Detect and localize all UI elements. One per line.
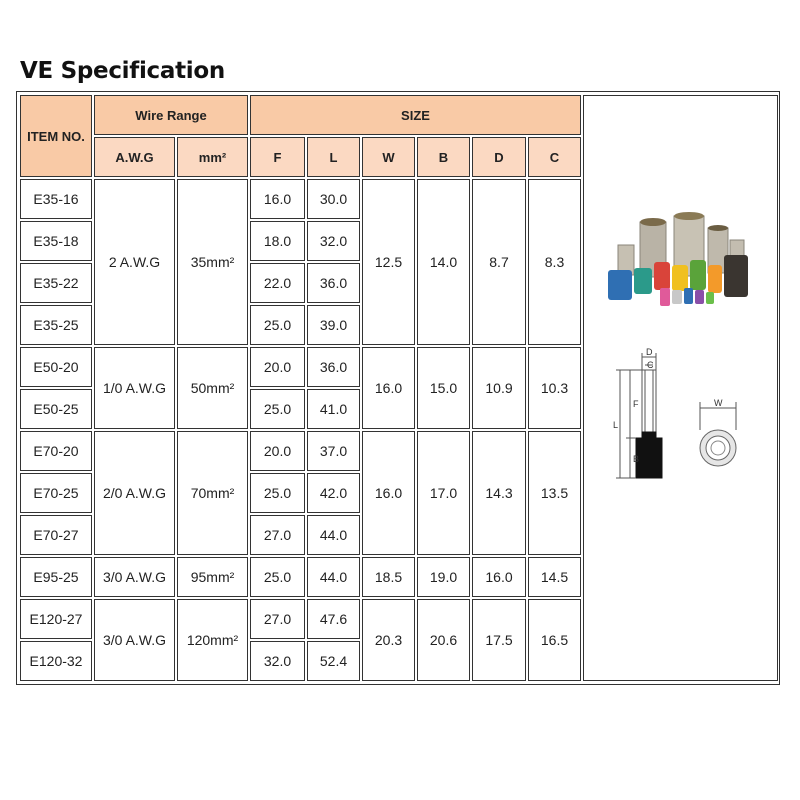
d-header: D xyxy=(472,137,526,177)
l-cell: 41.0 xyxy=(307,389,360,429)
item-no-cell: E70-25 xyxy=(20,473,92,513)
c-cell: 16.5 xyxy=(528,599,581,681)
w-header: W xyxy=(362,137,415,177)
c-cell: 8.3 xyxy=(528,179,581,345)
b-cell: 20.6 xyxy=(417,599,470,681)
l-cell: 37.0 xyxy=(307,431,360,471)
l-cell: 42.0 xyxy=(307,473,360,513)
l-cell: 44.0 xyxy=(307,515,360,555)
f-cell: 25.0 xyxy=(250,473,305,513)
item-no-cell: E50-25 xyxy=(20,389,92,429)
c-cell: 10.3 xyxy=(528,347,581,429)
f-cell: 32.0 xyxy=(250,641,305,681)
mm2-cell: 35mm² xyxy=(177,179,248,345)
item-no-cell: E70-20 xyxy=(20,431,92,471)
mm2-header: mm² xyxy=(177,137,248,177)
diagram-label-c: C xyxy=(647,360,654,370)
diagram-label-f: F xyxy=(633,399,639,409)
page-title: VE Specification xyxy=(20,58,225,84)
diagram-label-d: D xyxy=(646,347,653,357)
item-no-cell: E35-22 xyxy=(20,263,92,303)
f-cell: 25.0 xyxy=(250,305,305,345)
diagram-label-l: L xyxy=(613,420,619,430)
f-cell: 20.0 xyxy=(250,347,305,387)
item-no-cell: E120-32 xyxy=(20,641,92,681)
diagram-label-b: B xyxy=(633,454,640,464)
b-cell: 17.0 xyxy=(417,431,470,555)
c-cell: 13.5 xyxy=(528,431,581,555)
d-cell: 8.7 xyxy=(472,179,526,345)
d-cell: 14.3 xyxy=(472,431,526,555)
size-header: SIZE xyxy=(250,95,581,135)
item-no-cell: E120-27 xyxy=(20,599,92,639)
l-cell: 36.0 xyxy=(307,263,360,303)
f-cell: 27.0 xyxy=(250,599,305,639)
w-cell: 18.5 xyxy=(362,557,415,597)
mm2-cell: 120mm² xyxy=(177,599,248,681)
d-cell: 17.5 xyxy=(472,599,526,681)
d-cell: 10.9 xyxy=(472,347,526,429)
b-header: B xyxy=(417,137,470,177)
mm2-cell: 95mm² xyxy=(177,557,248,597)
b-cell: 15.0 xyxy=(417,347,470,429)
l-header: L xyxy=(307,137,360,177)
item-no-header: ITEM NO. xyxy=(20,95,92,177)
item-no-cell: E35-25 xyxy=(20,305,92,345)
item-no-cell: E95-25 xyxy=(20,557,92,597)
w-cell: 12.5 xyxy=(362,179,415,345)
f-header: F xyxy=(250,137,305,177)
l-cell: 47.6 xyxy=(307,599,360,639)
f-cell: 20.0 xyxy=(250,431,305,471)
item-no-cell: E35-18 xyxy=(20,221,92,261)
c-header: C xyxy=(528,137,581,177)
awg-header: A.W.G xyxy=(94,137,175,177)
b-cell: 19.0 xyxy=(417,557,470,597)
b-cell: 14.0 xyxy=(417,179,470,345)
awg-cell: 2 A.W.G xyxy=(94,179,175,345)
f-cell: 16.0 xyxy=(250,179,305,219)
mm2-cell: 50mm² xyxy=(177,347,248,429)
d-cell: 16.0 xyxy=(472,557,526,597)
awg-cell: 1/0 A.W.G xyxy=(94,347,175,429)
c-cell: 14.5 xyxy=(528,557,581,597)
f-cell: 27.0 xyxy=(250,515,305,555)
f-cell: 25.0 xyxy=(250,557,305,597)
item-no-cell: E35-16 xyxy=(20,179,92,219)
w-cell: 20.3 xyxy=(362,599,415,681)
item-no-cell: E50-20 xyxy=(20,347,92,387)
mm2-cell: 70mm² xyxy=(177,431,248,555)
w-cell: 16.0 xyxy=(362,431,415,555)
f-cell: 25.0 xyxy=(250,389,305,429)
l-cell: 36.0 xyxy=(307,347,360,387)
l-cell: 52.4 xyxy=(307,641,360,681)
diagram-label-w: W xyxy=(714,398,723,408)
product-illustrations xyxy=(600,210,770,510)
item-no-cell: E70-27 xyxy=(20,515,92,555)
ferrule-photo xyxy=(608,212,748,306)
f-cell: 22.0 xyxy=(250,263,305,303)
l-cell: 39.0 xyxy=(307,305,360,345)
l-cell: 32.0 xyxy=(307,221,360,261)
wire-range-header: Wire Range xyxy=(94,95,248,135)
l-cell: 44.0 xyxy=(307,557,360,597)
f-cell: 18.0 xyxy=(250,221,305,261)
awg-cell: 2/0 A.W.G xyxy=(94,431,175,555)
w-cell: 16.0 xyxy=(362,347,415,429)
l-cell: 30.0 xyxy=(307,179,360,219)
awg-cell: 3/0 A.W.G xyxy=(94,557,175,597)
awg-cell: 3/0 A.W.G xyxy=(94,599,175,681)
